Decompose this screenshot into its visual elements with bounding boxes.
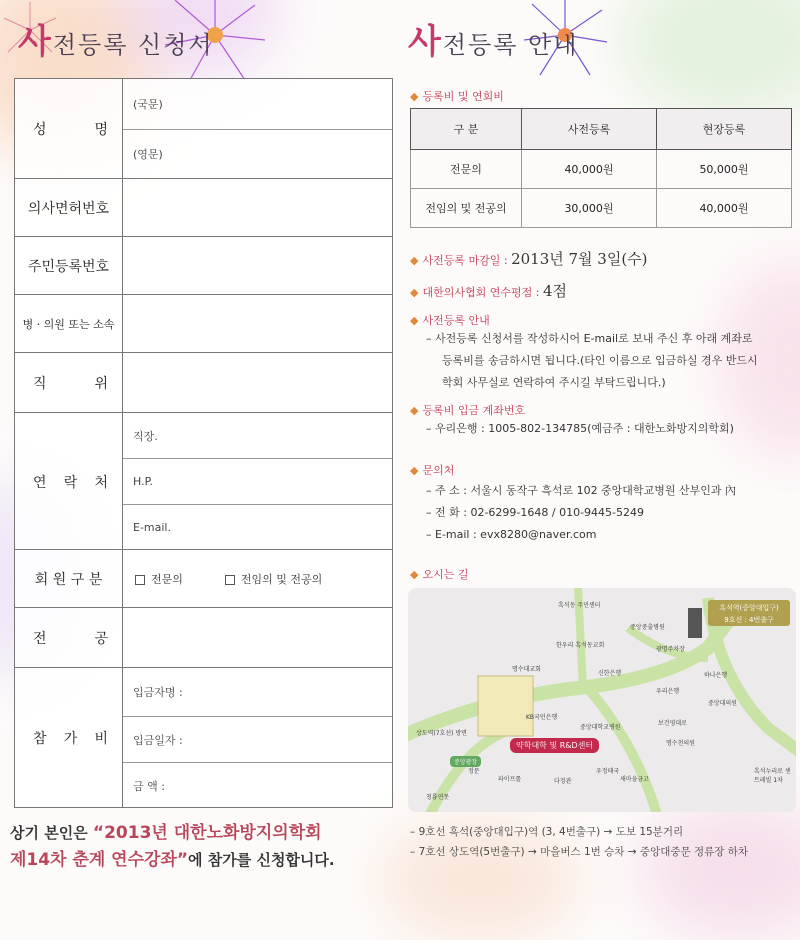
title-initial: 사 [408, 22, 443, 62]
contact-email-field[interactable]: E-mail. [123, 504, 392, 550]
diamond-icon: ◆ [410, 90, 419, 103]
registration-form [14, 78, 393, 808]
checkbox-icon[interactable] [225, 575, 235, 585]
map-label: 하나은행 [704, 672, 728, 679]
label-fee: 참 가 비 [15, 668, 123, 808]
map-label: 파이프롤 [498, 776, 522, 783]
guide-title: ◆ 사전등록 안내 [410, 314, 490, 327]
map-label: 명수천의원 [666, 740, 695, 747]
map-label: 상도역(7호선) 방면 [416, 730, 467, 737]
diamond-icon: ◆ [410, 464, 419, 477]
row-contact [15, 412, 392, 550]
table-header: 현장등록 [657, 109, 792, 150]
table-cell: 전문의 [411, 150, 522, 189]
map-label: 우리은행 [656, 688, 680, 695]
contact-title: ◆ 문의처 [410, 464, 455, 477]
map-label: 명수대교회 [512, 666, 541, 673]
map-label: 청룡연못 [426, 794, 450, 801]
map-label: 중앙대학교병원 [580, 724, 621, 731]
map-label: 광명주차장 [656, 646, 685, 653]
map-label: 보건영대로 [658, 720, 687, 727]
table-header: 사전등록 [522, 109, 657, 150]
registration-info-title [408, 14, 578, 63]
label-position: 직 위 [15, 353, 123, 413]
guide-line: – 사전등록 신청서를 작성하시어 E-mail로 보내 주신 후 아래 계좌로 [426, 332, 753, 345]
contact-line[interactable]: – E-mail : evx8280@naver.com [426, 528, 597, 541]
account-line: – 우리은행 : 1005-802-134785(예금주 : 대한노화방지의학회) [426, 422, 734, 435]
guide-line: 학회 사무실로 연락하여 주시길 부탁드립니다.) [442, 376, 666, 389]
label-hospital: 병 · 의원 또는 소속 [15, 295, 123, 353]
diamond-icon: ◆ [410, 314, 419, 327]
table-cell: 40,000원 [522, 150, 657, 189]
license-field[interactable] [123, 179, 392, 237]
map-label: 우정태국 [596, 768, 620, 775]
map-label: 다정관 [554, 778, 572, 785]
member-option-specialist[interactable]: 전문의 [135, 571, 183, 587]
table-cell: 40,000원 [657, 189, 792, 228]
resident-field[interactable] [123, 237, 392, 295]
checkbox-icon[interactable] [135, 575, 145, 585]
application-statement: 상기 본인은 “2013년 대한노화방지의학회 제14차 춘계 연수강좌”에 참가를 신청합니다. [10, 823, 335, 870]
registration-form-title [18, 14, 214, 63]
row-fee [15, 667, 392, 808]
map-label: 중앙대의원 [708, 700, 737, 707]
fee-section-title: ◆ 등록비 및 연회비 [410, 90, 504, 103]
member-option-resident[interactable]: 전임의 및 전공의 [225, 571, 322, 587]
label-member-type: 회 원 구 분 [15, 550, 123, 608]
contact-line: – 전 화 : 02-6299-1648 / 010-9445-5249 [426, 506, 644, 519]
map-label: 새마을금고 [620, 776, 649, 783]
row-member-type [15, 549, 392, 608]
label-license: 의사면허번호 [15, 179, 123, 237]
table-cell: 전임의 및 전공의 [411, 189, 522, 228]
venue-label: 약학대학 및 R&D센터 [510, 738, 599, 753]
row-hospital [15, 294, 392, 353]
title-initial: 사 [18, 22, 53, 62]
station-badge: 흑석역(중앙대입구) 9호선 : 4번출구 [708, 600, 790, 626]
direction-line: – 9호선 흑석(중앙대입구)역 (3, 4번출구) → 도보 15분거리 [410, 826, 684, 838]
row-position [15, 352, 392, 413]
account-title: ◆ 등록비 입금 계좌번호 [410, 404, 526, 417]
diamond-icon: ◆ [410, 404, 419, 417]
title-rest: 전등록 신청서 [52, 31, 214, 59]
map-label: 흑석누리로 센트레빌 1차 [754, 768, 791, 784]
diamond-icon: ◆ [410, 286, 419, 299]
table-header: 구 분 [411, 109, 522, 150]
table-header-row [411, 109, 792, 150]
location-map [408, 588, 796, 812]
contact-work-field[interactable]: 직장. [133, 429, 158, 443]
deadline-line: ◆ 사전등록 마감일 : 2013년 7월 3일(수) [410, 250, 648, 268]
diamond-icon: ◆ [410, 568, 419, 581]
map-label: 정문 [468, 768, 480, 775]
row-resident [15, 236, 392, 295]
map-title: ◆ 오시는 길 [410, 568, 469, 581]
label-contact: 연 락 처 [15, 413, 123, 550]
row-major [15, 607, 392, 668]
fee-date-field[interactable]: 입금일자 : [123, 716, 392, 762]
position-field[interactable] [123, 353, 392, 413]
table-cell: 30,000원 [522, 189, 657, 228]
row-name [15, 79, 392, 178]
map-label: KB국민은행 [526, 714, 558, 721]
name-english-field[interactable]: (영문) [123, 129, 392, 178]
table-row [411, 189, 792, 228]
fee-table [410, 108, 792, 228]
label-major: 전 공 [15, 608, 123, 668]
fee-name-field[interactable]: 입금자명 : [133, 686, 183, 699]
major-field[interactable] [123, 608, 392, 668]
park-label: 중앙광장 [450, 756, 481, 767]
hospital-field[interactable] [123, 295, 392, 353]
table-cell: 50,000원 [657, 150, 792, 189]
diamond-icon: ◆ [410, 254, 419, 267]
row-license [15, 178, 392, 237]
map-label: 한우리 흑석동교회 [556, 642, 605, 649]
guide-line: 등록비를 송금하시면 됩니다.(타인 이름으로 입금하실 경우 반드시 [442, 354, 758, 367]
contact-line: – 주 소 : 서울시 동작구 흑석로 102 중앙대학교병원 산부인과 內 [426, 484, 736, 497]
map-label: 중앙중출병원 [630, 624, 665, 631]
credit-line: ◆ 대한의사협회 연수평점 : 4점 [410, 282, 567, 300]
fee-amount-field[interactable]: 금 액 : [123, 762, 392, 808]
label-resident: 주민등록번호 [15, 237, 123, 295]
direction-line: – 7호선 상도역(5번출구) → 마을버스 1번 승차 → 중앙대중문 정류장 하차 [410, 846, 749, 858]
contact-hp-field[interactable]: H.P. [123, 458, 392, 504]
table-row [411, 150, 792, 189]
name-korean-field[interactable]: (국문) [133, 98, 163, 111]
map-label: 흑석동 주민센터 [558, 602, 601, 609]
title-rest: 전등록 안내 [442, 31, 579, 59]
map-label: 신한은행 [598, 670, 622, 677]
label-name: 성 명 [15, 79, 123, 178]
